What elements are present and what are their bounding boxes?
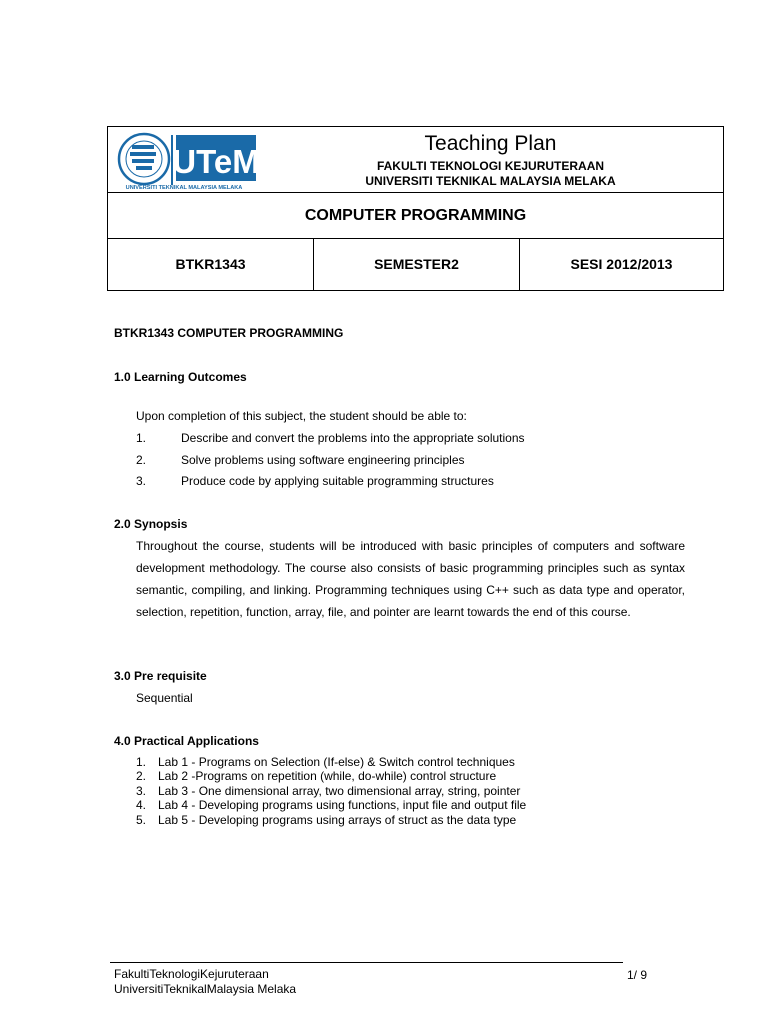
- lab-text: Lab 1 - Programs on Selection (If-else) & Switch control techniques: [158, 755, 515, 769]
- footer-university: UniversitiTeknikalMalaysia Melaka: [114, 982, 297, 996]
- lab-text: Lab 2 -Programs on repetition (while, do-while) control structure: [158, 769, 497, 783]
- outcome-num: 3.: [136, 474, 147, 488]
- section-heading-synopsis: 2.0 Synopsis: [114, 517, 188, 531]
- lab-num: 2.: [136, 769, 147, 783]
- header-row-course: [108, 193, 723, 239]
- prereq-text: Sequential: [136, 691, 193, 705]
- outcomes-intro: Upon completion of this subject, the student should be able to:: [136, 409, 467, 423]
- faculty-name: FAKULTI TEKNOLOGI KEJURUTERAAN: [376, 159, 605, 173]
- header-row-meta: [108, 239, 723, 290]
- course-title: COMPUTER PROGRAMMING: [304, 207, 527, 224]
- logo-caption: UNIVERSITI TEKNIKAL MALAYSIA MELAKA: [125, 185, 243, 191]
- title-block: [258, 127, 723, 193]
- header-row-title: [108, 127, 723, 193]
- page-number: 1/ 9: [627, 968, 648, 982]
- logo-wordmark: UTeM: [172, 143, 260, 180]
- utem-logo: [114, 129, 260, 191]
- section-heading-main: BTKR1343 COMPUTER PROGRAMMING: [114, 326, 344, 340]
- lab-text: Lab 4 - Developing programs using functions, input file and output file: [158, 798, 527, 812]
- outcome-text: Produce code by applying suitable programming structures: [181, 474, 494, 488]
- section-heading-practical: 4.0 Practical Applications: [114, 734, 259, 748]
- course-code: BTKR1343: [108, 239, 314, 290]
- synopsis-text: Throughout the course, students will be introduced with basic principles of computers and software development methodology. The course also consists of basic programming principles such as syntax semantic, compiling, and linking. Programming techniques using C++ such as data type and operator, selection, repetition, function, array, file, and pointer are learnt towards the end of this course.: [136, 539, 685, 619]
- university-name: UNIVERSITI TEKNIKAL MALAYSIA MELAKA: [365, 174, 616, 188]
- lab-text: Lab 5 - Developing programs using arrays of struct as the data type: [158, 813, 517, 827]
- lab-num: 1.: [136, 755, 147, 769]
- outcome-num: 1.: [136, 431, 147, 445]
- footer-divider: [110, 962, 623, 963]
- lab-text: Lab 3 - One dimensional array, two dimensional array, string, pointer: [158, 784, 521, 798]
- session: SESI 2012/2013: [570, 256, 673, 272]
- section-heading-outcomes: 1.0 Learning Outcomes: [114, 370, 247, 384]
- outcome-text: Describe and convert the problems into the appropriate solutions: [181, 431, 525, 445]
- utem-emblem-icon: [114, 129, 260, 191]
- document-title: Teaching Plan: [424, 132, 557, 155]
- lab-num: 5.: [136, 813, 147, 827]
- outcome-text: Solve problems using software engineering principles: [181, 453, 465, 467]
- header-table: [107, 126, 724, 291]
- footer-faculty: FakultiTeknologiKejuruteraan: [114, 967, 269, 981]
- lab-num: 3.: [136, 784, 147, 798]
- semester: SEMESTER2: [314, 239, 520, 290]
- outcome-num: 2.: [136, 453, 147, 467]
- section-heading-prereq: 3.0 Pre requisite: [114, 669, 207, 683]
- lab-num: 4.: [136, 798, 147, 812]
